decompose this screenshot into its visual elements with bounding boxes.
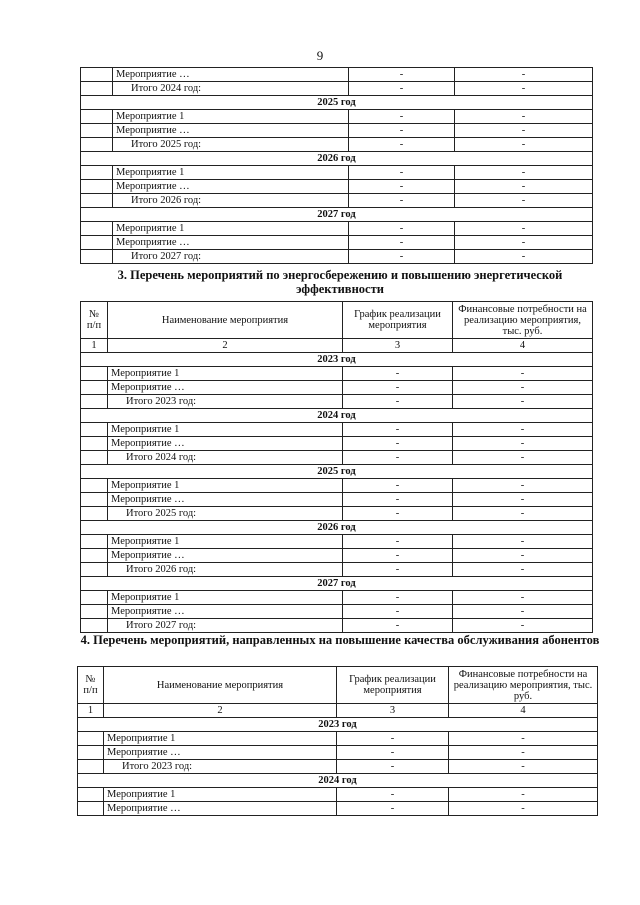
row-number-cell xyxy=(81,82,113,96)
measure-name: Мероприятие … xyxy=(108,493,343,507)
measure-name: Мероприятие 1 xyxy=(108,367,343,381)
financing-cell: - xyxy=(455,166,593,180)
financing-cell: - xyxy=(453,395,593,409)
column-header: Финансовые потребности на реализацию мероприятия, тыс. руб. xyxy=(449,667,598,704)
row-number-cell xyxy=(81,423,108,437)
financing-cell: - xyxy=(455,250,593,264)
table-row xyxy=(81,166,593,180)
row-number-cell xyxy=(81,110,113,124)
financing-cell: - xyxy=(453,507,593,521)
total-label: Итого 2026 год: xyxy=(113,194,349,208)
financing-cell: - xyxy=(449,746,598,760)
schedule-cell: - xyxy=(337,760,449,774)
measure-name: Мероприятие … xyxy=(104,746,337,760)
schedule-cell: - xyxy=(343,605,453,619)
schedule-cell: - xyxy=(337,746,449,760)
row-number-cell xyxy=(81,479,108,493)
row-number-cell xyxy=(81,563,108,577)
total-label: Итого 2025 год: xyxy=(113,138,349,152)
column-header: График реализации мероприятия xyxy=(337,667,449,704)
financing-cell: - xyxy=(455,68,593,82)
schedule-cell: - xyxy=(349,166,455,180)
year-row xyxy=(81,208,593,222)
financing-cell: - xyxy=(455,236,593,250)
schedule-cell: - xyxy=(343,423,453,437)
total-label: Итого 2023 год: xyxy=(108,395,343,409)
schedule-cell: - xyxy=(349,250,455,264)
schedule-cell: - xyxy=(349,110,455,124)
year-heading: 2027 год xyxy=(81,208,593,222)
table-row xyxy=(78,788,598,802)
financing-cell: - xyxy=(455,82,593,96)
financing-cell: - xyxy=(453,437,593,451)
measure-name: Мероприятие 1 xyxy=(108,535,343,549)
table-section-3 xyxy=(80,301,593,633)
financing-cell: - xyxy=(455,124,593,138)
schedule-cell: - xyxy=(349,194,455,208)
schedule-cell: - xyxy=(349,68,455,82)
row-number-cell xyxy=(81,507,108,521)
measure-name: Мероприятие 1 xyxy=(104,732,337,746)
row-number-cell xyxy=(78,732,104,746)
column-number-row xyxy=(81,339,593,353)
financing-cell: - xyxy=(453,367,593,381)
year-heading: 2025 год xyxy=(81,96,593,110)
row-number-cell xyxy=(78,760,104,774)
year-heading: 2027 год xyxy=(81,577,593,591)
total-row xyxy=(81,82,593,96)
year-row xyxy=(81,465,593,479)
table-row xyxy=(81,236,593,250)
table-section-4 xyxy=(77,666,598,816)
financing-cell: - xyxy=(455,180,593,194)
column-header: График реализации мероприятия xyxy=(343,302,453,339)
measure-name: Мероприятие 1 xyxy=(113,110,349,124)
financing-cell: - xyxy=(453,535,593,549)
year-row xyxy=(81,353,593,367)
section-3-title: 3. Перечень мероприятий по энергосбережению и повышению энергетической эффективности xyxy=(117,268,563,296)
schedule-cell: - xyxy=(343,507,453,521)
total-row xyxy=(81,250,593,264)
total-label: Итого 2026 год: xyxy=(108,563,343,577)
measure-name: Мероприятие 1 xyxy=(108,423,343,437)
measure-name: Мероприятие … xyxy=(108,605,343,619)
total-row xyxy=(81,619,593,633)
table-row xyxy=(81,423,593,437)
financing-cell: - xyxy=(449,788,598,802)
table-row xyxy=(78,732,598,746)
total-row xyxy=(81,451,593,465)
total-label: Итого 2027 год: xyxy=(113,250,349,264)
section-4-title: 4. Перечень мероприятий, направленных на повышение качества обслуживания абонентов xyxy=(80,633,600,647)
schedule-cell: - xyxy=(343,563,453,577)
row-number-cell xyxy=(81,437,108,451)
financing-cell: - xyxy=(453,549,593,563)
column-number: 4 xyxy=(453,339,593,353)
total-row xyxy=(81,395,593,409)
schedule-cell: - xyxy=(337,788,449,802)
total-label: Итого 2027 год: xyxy=(108,619,343,633)
year-heading: 2026 год xyxy=(81,152,593,166)
row-number-cell xyxy=(81,619,108,633)
year-heading: 2023 год xyxy=(78,718,598,732)
row-number-cell xyxy=(81,381,108,395)
schedule-cell: - xyxy=(343,451,453,465)
column-number: 1 xyxy=(78,704,104,718)
row-number-cell xyxy=(81,222,113,236)
page-number: 9 xyxy=(316,48,324,63)
measure-name: Мероприятие … xyxy=(108,437,343,451)
measure-name: Мероприятие 1 xyxy=(108,591,343,605)
year-row xyxy=(81,96,593,110)
column-header: Наименование мероприятия xyxy=(108,302,343,339)
year-row xyxy=(78,774,598,788)
financing-cell: - xyxy=(453,381,593,395)
schedule-cell: - xyxy=(343,367,453,381)
year-row xyxy=(81,152,593,166)
column-number-row xyxy=(78,704,598,718)
row-number-cell xyxy=(81,493,108,507)
table-row xyxy=(78,802,598,816)
row-number-cell xyxy=(81,605,108,619)
total-label: Итого 2025 год: xyxy=(108,507,343,521)
row-number-cell xyxy=(81,138,113,152)
table-row xyxy=(81,605,593,619)
total-label: Итого 2024 год: xyxy=(113,82,349,96)
column-number: 2 xyxy=(108,339,343,353)
year-heading: 2025 год xyxy=(81,465,593,479)
financing-cell: - xyxy=(453,563,593,577)
total-row xyxy=(81,563,593,577)
table-section-2-continuation xyxy=(80,67,593,264)
schedule-cell: - xyxy=(343,479,453,493)
total-row xyxy=(81,507,593,521)
column-header: Финансовые потребности на реализацию мероприятия, тыс. руб. xyxy=(453,302,593,339)
row-number-cell xyxy=(81,395,108,409)
schedule-cell: - xyxy=(343,493,453,507)
row-number-cell xyxy=(81,367,108,381)
schedule-cell: - xyxy=(337,732,449,746)
measure-name: Мероприятие … xyxy=(113,236,349,250)
schedule-cell: - xyxy=(337,802,449,816)
year-heading: 2024 год xyxy=(81,409,593,423)
column-number: 4 xyxy=(449,704,598,718)
year-row xyxy=(81,409,593,423)
year-row xyxy=(81,577,593,591)
measure-name: Мероприятие … xyxy=(104,802,337,816)
financing-cell: - xyxy=(449,732,598,746)
measure-name: Мероприятие 1 xyxy=(108,479,343,493)
financing-cell: - xyxy=(455,194,593,208)
table-row xyxy=(81,493,593,507)
measure-name: Мероприятие 1 xyxy=(113,166,349,180)
total-row xyxy=(78,760,598,774)
table-row xyxy=(81,381,593,395)
table-row xyxy=(81,110,593,124)
table-row xyxy=(81,367,593,381)
table-row xyxy=(81,437,593,451)
row-number-cell xyxy=(81,549,108,563)
row-number-cell xyxy=(78,788,104,802)
measure-name: Мероприятие … xyxy=(108,381,343,395)
year-row xyxy=(81,521,593,535)
column-header: № п/п xyxy=(81,302,108,339)
year-heading: 2026 год xyxy=(81,521,593,535)
schedule-cell: - xyxy=(349,82,455,96)
column-number: 3 xyxy=(343,339,453,353)
row-number-cell xyxy=(81,166,113,180)
row-number-cell xyxy=(81,451,108,465)
financing-cell: - xyxy=(455,138,593,152)
measure-name: Мероприятие 1 xyxy=(113,222,349,236)
schedule-cell: - xyxy=(349,138,455,152)
table-row xyxy=(81,535,593,549)
table-row xyxy=(81,591,593,605)
header-row xyxy=(81,302,593,339)
financing-cell: - xyxy=(455,110,593,124)
schedule-cell: - xyxy=(343,549,453,563)
measure-name: Мероприятие … xyxy=(113,68,349,82)
financing-cell: - xyxy=(455,222,593,236)
row-number-cell xyxy=(81,124,113,138)
row-number-cell xyxy=(78,802,104,816)
year-heading: 2024 год xyxy=(78,774,598,788)
schedule-cell: - xyxy=(343,381,453,395)
schedule-cell: - xyxy=(343,437,453,451)
row-number-cell xyxy=(81,591,108,605)
total-row xyxy=(81,138,593,152)
table-row xyxy=(81,180,593,194)
schedule-cell: - xyxy=(343,535,453,549)
table-row xyxy=(81,222,593,236)
measure-name: Мероприятие … xyxy=(113,180,349,194)
row-number-cell xyxy=(81,250,113,264)
row-number-cell xyxy=(81,535,108,549)
schedule-cell: - xyxy=(349,124,455,138)
schedule-cell: - xyxy=(343,591,453,605)
schedule-cell: - xyxy=(343,395,453,409)
schedule-cell: - xyxy=(349,236,455,250)
row-number-cell xyxy=(81,68,113,82)
financing-cell: - xyxy=(453,423,593,437)
row-number-cell xyxy=(81,180,113,194)
financing-cell: - xyxy=(453,493,593,507)
financing-cell: - xyxy=(449,802,598,816)
column-header: Наименование мероприятия xyxy=(104,667,337,704)
row-number-cell xyxy=(78,746,104,760)
table-row xyxy=(81,549,593,563)
measure-name: Мероприятие … xyxy=(108,549,343,563)
total-label: Итого 2023 год: xyxy=(104,760,337,774)
financing-cell: - xyxy=(453,605,593,619)
financing-cell: - xyxy=(449,760,598,774)
financing-cell: - xyxy=(453,451,593,465)
schedule-cell: - xyxy=(343,619,453,633)
total-row xyxy=(81,194,593,208)
year-row xyxy=(78,718,598,732)
column-number: 2 xyxy=(104,704,337,718)
schedule-cell: - xyxy=(349,180,455,194)
column-number: 3 xyxy=(337,704,449,718)
measure-name: Мероприятие 1 xyxy=(104,788,337,802)
row-number-cell xyxy=(81,236,113,250)
schedule-cell: - xyxy=(349,222,455,236)
header-row xyxy=(78,667,598,704)
table-row xyxy=(81,124,593,138)
year-heading: 2023 год xyxy=(81,353,593,367)
column-header: № п/п xyxy=(78,667,104,704)
total-label: Итого 2024 год: xyxy=(108,451,343,465)
financing-cell: - xyxy=(453,591,593,605)
table-row xyxy=(81,479,593,493)
column-number: 1 xyxy=(81,339,108,353)
financing-cell: - xyxy=(453,479,593,493)
measure-name: Мероприятие … xyxy=(113,124,349,138)
row-number-cell xyxy=(81,194,113,208)
table-row xyxy=(78,746,598,760)
financing-cell: - xyxy=(453,619,593,633)
table-row xyxy=(81,68,593,82)
